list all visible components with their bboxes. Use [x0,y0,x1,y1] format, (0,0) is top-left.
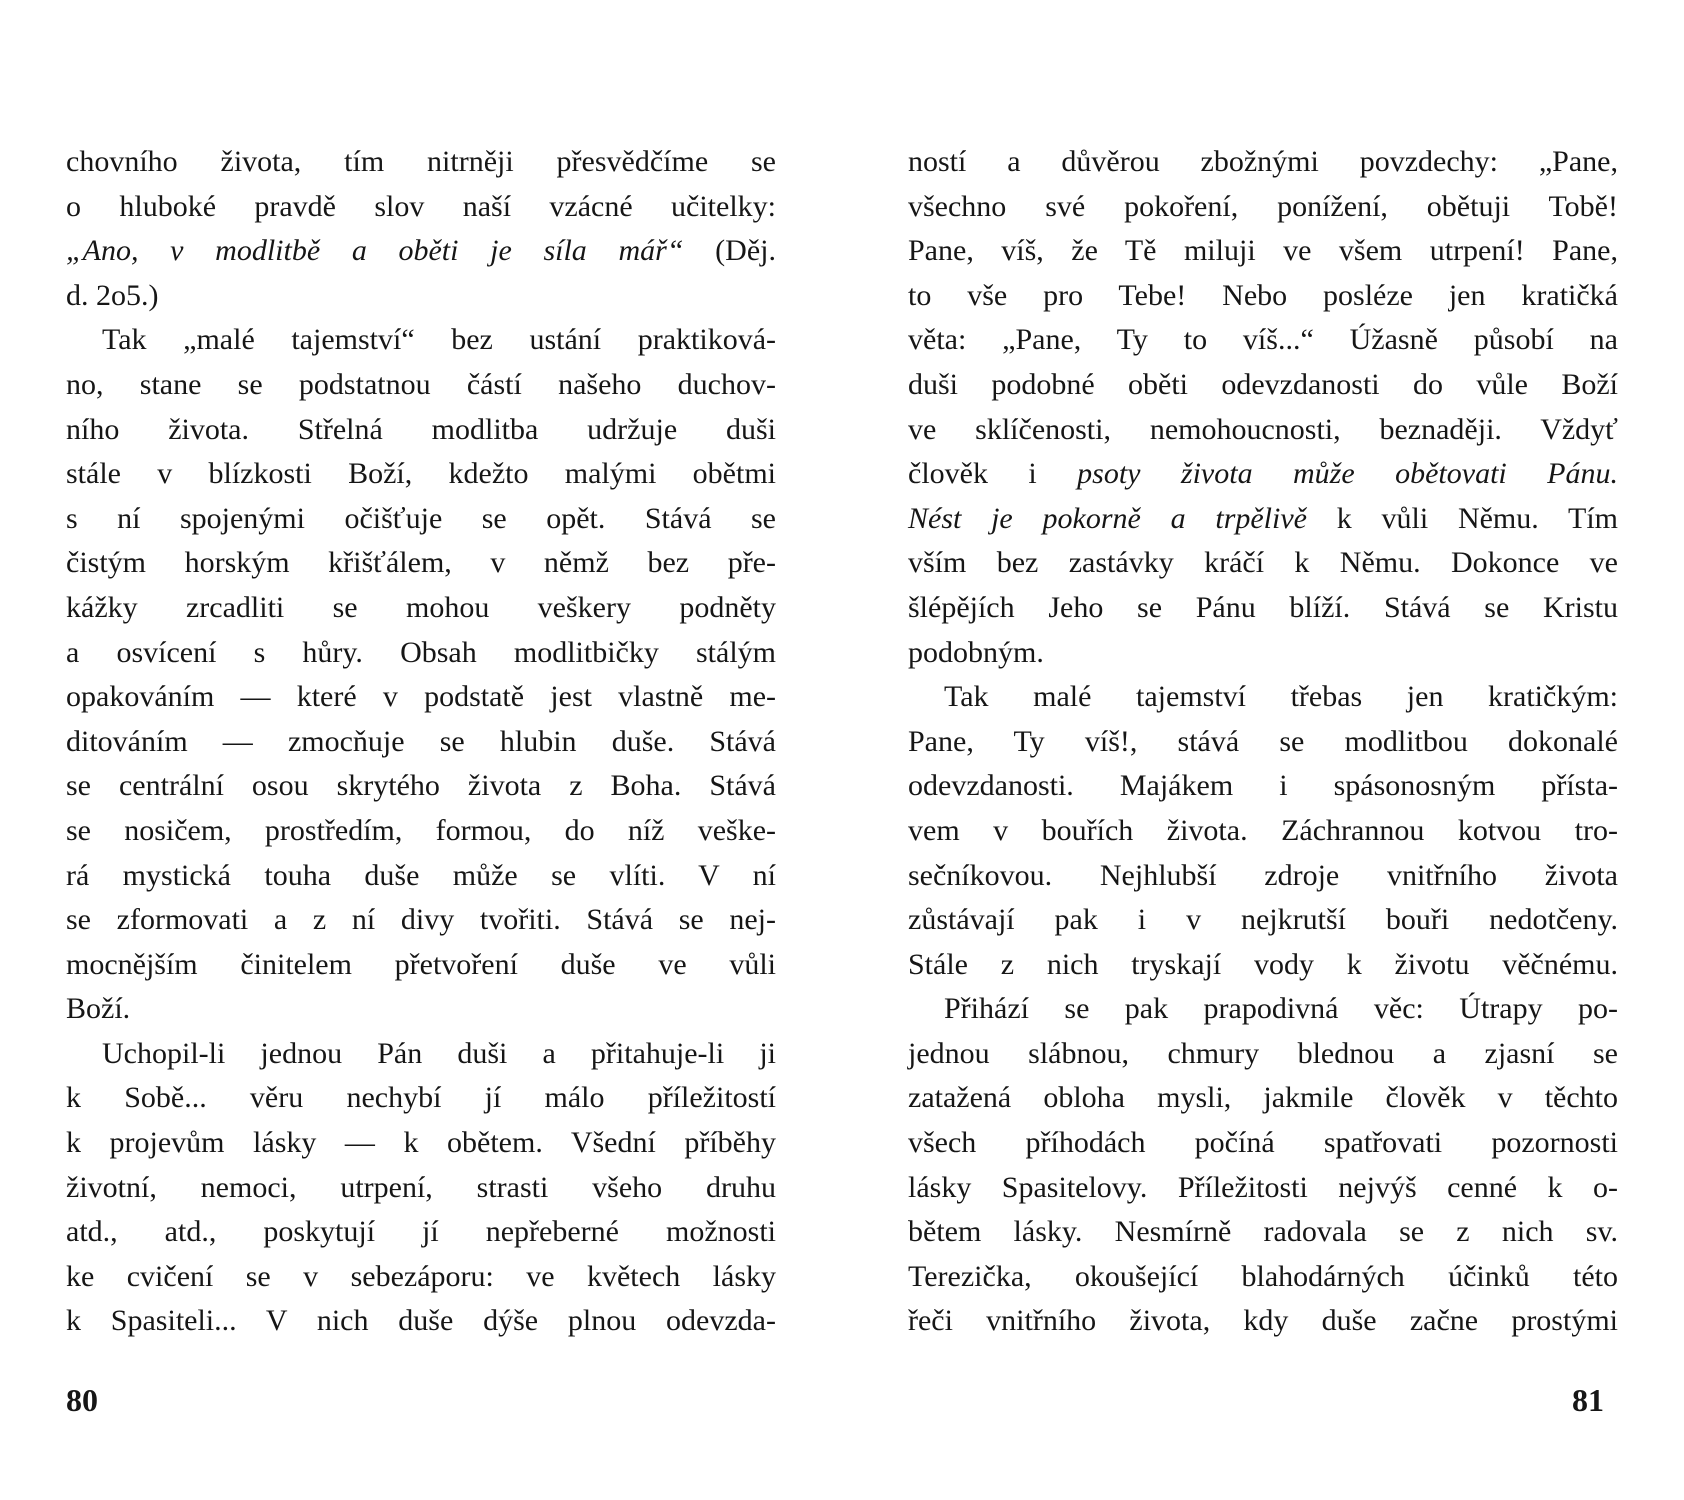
text-segment: člověk i [908,457,1078,491]
text-segment: odevzdanosti. Majákem i spásonosným přísta- [908,769,1618,803]
text-segment: zatažená obloha mysli, jakmile člověk v těchto [908,1081,1618,1115]
text-segment: ditováním — zmocňuje se hlubin duše. Stává [66,724,776,758]
text-line [908,452,1618,497]
text-line [66,943,776,988]
text-segment: řeči vnitřního života, kdy duše začne prostými [908,1304,1618,1338]
text-line [908,854,1618,899]
text-line [66,809,776,854]
text-line [66,1210,776,1255]
page-number-right: 81 [1572,1382,1604,1418]
text-segment: to vše pro Tebe! Nebo posléze jen kratičká [908,278,1618,312]
text-segment: věta: „Pane, Ty to víš...“ Úžasně působí na [908,323,1618,357]
text-line [66,497,776,542]
text-segment: k projevům lásky — k obětem. Všední příběhy [66,1126,776,1160]
text-segment: k vůli Němu. Tím [1306,501,1618,535]
text-line [908,1032,1618,1077]
text-segment: zůstávají pak i v nejkrutší bouři nedotčeny. [908,903,1618,937]
text-segment: k Sobě... věru nechybí jí málo příležitostí [66,1081,776,1115]
text-segment: Tak malé tajemství třebas jen kratičkým: [944,680,1618,714]
right-page [842,0,1684,1500]
text-segment: vem v bouřích života. Záchrannou kotvou tro- [908,813,1618,847]
text-line [908,497,1618,542]
page-number-left: 80 [66,1382,98,1418]
text-line [908,898,1618,943]
text-segment: opakováním — které v podstatě jest vlastně me- [66,680,776,714]
text-line [908,1121,1618,1166]
text-segment: všech příhodách počíná spatřovati pozornosti [908,1126,1618,1160]
text-segment: Tak „malé tajemství“ bez ustání praktiková- [102,323,776,357]
text-line [908,408,1618,453]
text-line [908,1076,1618,1121]
text-line [908,1210,1618,1255]
text-segment: podobným. [908,635,1044,669]
text-segment: no, stane se podstatnou částí našeho duchov- [66,367,776,401]
text-segment: se nosičem, prostředím, formou, do níž veške- [66,813,776,847]
italic-text: Nést je pokorně a trpělivě [908,501,1307,535]
text-segment: chovního života, tím nitrněji přesvědčíme se [66,145,776,178]
text-line [908,764,1618,809]
italic-text: psoty života může obětovati Pánu. [1077,457,1618,491]
text-segment: atd., atd., poskytují jí nepřeberné možnosti [66,1215,776,1249]
text-line [66,586,776,631]
text-line [66,1121,776,1166]
text-segment: rá mystická touha duše může se vlíti. V ní [66,858,776,892]
text-segment: Boží. [66,992,131,1026]
text-line [66,764,776,809]
text-segment: mocnějším činitelem přetvoření duše ve vůli [66,947,776,981]
text-line [66,452,776,497]
text-line [908,675,1618,720]
text-line [66,631,776,676]
right-page-text [908,140,1618,1344]
text-line [66,1076,776,1121]
text-line [908,185,1618,230]
text-segment: ního života. Střelná modlitba udržuje duši [66,412,776,446]
text-segment: sečníkovou. Nejhlubší zdroje vnitřního života [908,858,1618,892]
text-line [908,318,1618,363]
text-line [66,675,776,720]
text-segment: vším bez zastávky kráčí k Němu. Dokonce ve [908,546,1618,580]
text-segment: jednou slábnou, chmury blednou a zjasní se [908,1036,1618,1070]
text-line [908,363,1618,408]
text-segment: šlépějích Jeho se Pánu blíží. Stává se Kristu [908,590,1618,624]
text-line [66,1255,776,1300]
text-segment: bětem lásky. Nesmírně radovala se z nich sv. [908,1215,1618,1249]
text-line [66,363,776,408]
text-line [908,1255,1618,1300]
text-line [908,720,1618,765]
text-segment: Uchopil-li jednou Pán duši a přitahuje-li ji [102,1036,776,1070]
text-segment: Pane, Ty víš!, stává se modlitbou dokonalé [908,724,1618,758]
text-line [66,898,776,943]
text-segment: kážky zrcadliti se mohou veškery podněty [66,590,776,624]
text-line [66,229,776,274]
text-line [66,720,776,765]
text-segment: lásky Spasitelovy. Příležitosti nejvýš cenné k o- [908,1170,1618,1204]
text-line [66,1299,776,1344]
text-segment: se centrální osou skrytého života z Boha. Stává [66,769,776,803]
text-segment: ností a důvěrou zbožnými povzdechy: „Pane, [908,145,1618,178]
text-line [66,541,776,586]
text-segment: ve sklíčenosti, nemohoucnosti, beznaději. Vždyť [908,412,1618,446]
text-segment: čistým horským křišťálem, v němž bez pře- [66,546,776,580]
text-segment: duši podobné oběti odevzdanosti do vůle Boží [908,367,1618,401]
text-line [908,987,1618,1032]
text-line [66,318,776,363]
text-line [908,274,1618,319]
text-segment: ke cvičení se v sebezáporu: ve květech lásky [66,1259,776,1293]
italic-text: „Ano, v modlitbě a oběti je síla mář“ [66,234,684,268]
text-segment: stále v blízkosti Boží, kdežto malými obětmi [66,457,776,491]
text-line [908,586,1618,631]
text-segment: Přihází se pak prapodivná věc: Útrapy po- [944,992,1618,1026]
text-segment: všechno své pokoření, ponížení, obětuji Tobě! [908,189,1618,223]
text-line [908,541,1618,586]
text-line [66,1166,776,1211]
text-segment: a osvícení s hůry. Obsah modlitbičky stálým [66,635,776,669]
text-segment: s ní spojenými očišťuje se opět. Stává se [66,501,776,535]
text-segment: o hluboké pravdě slov naší vzácné učitelky: [66,189,776,223]
text-line [908,943,1618,988]
text-line [908,140,1618,185]
text-line [908,631,1618,676]
text-segment: d. 2o5.) [66,278,159,312]
text-line [908,1299,1618,1344]
text-line [66,408,776,453]
text-segment: Terezička, okoušející blahodárných účinků této [908,1259,1618,1293]
text-line [66,854,776,899]
left-page-text [66,140,776,1344]
text-segment: k Spasiteli... V nich duše dýše plnou odevzda- [66,1304,776,1338]
text-segment: Stále z nich tryskají vody k životu věčnému. [908,947,1618,981]
text-segment: životní, nemoci, utrpení, strasti všeho druhu [66,1170,776,1204]
text-segment: (Děj. [683,234,776,268]
text-line [66,140,776,185]
text-line [66,1032,776,1077]
text-segment: se zformovati a z ní divy tvořiti. Stává se nej- [66,903,776,937]
text-line [66,274,776,319]
text-line [66,987,776,1032]
text-line [66,185,776,230]
text-segment: Pane, víš, že Tě miluji ve všem utrpení! Pane, [908,234,1618,268]
text-line [908,229,1618,274]
text-line [908,1166,1618,1211]
text-line [908,809,1618,854]
